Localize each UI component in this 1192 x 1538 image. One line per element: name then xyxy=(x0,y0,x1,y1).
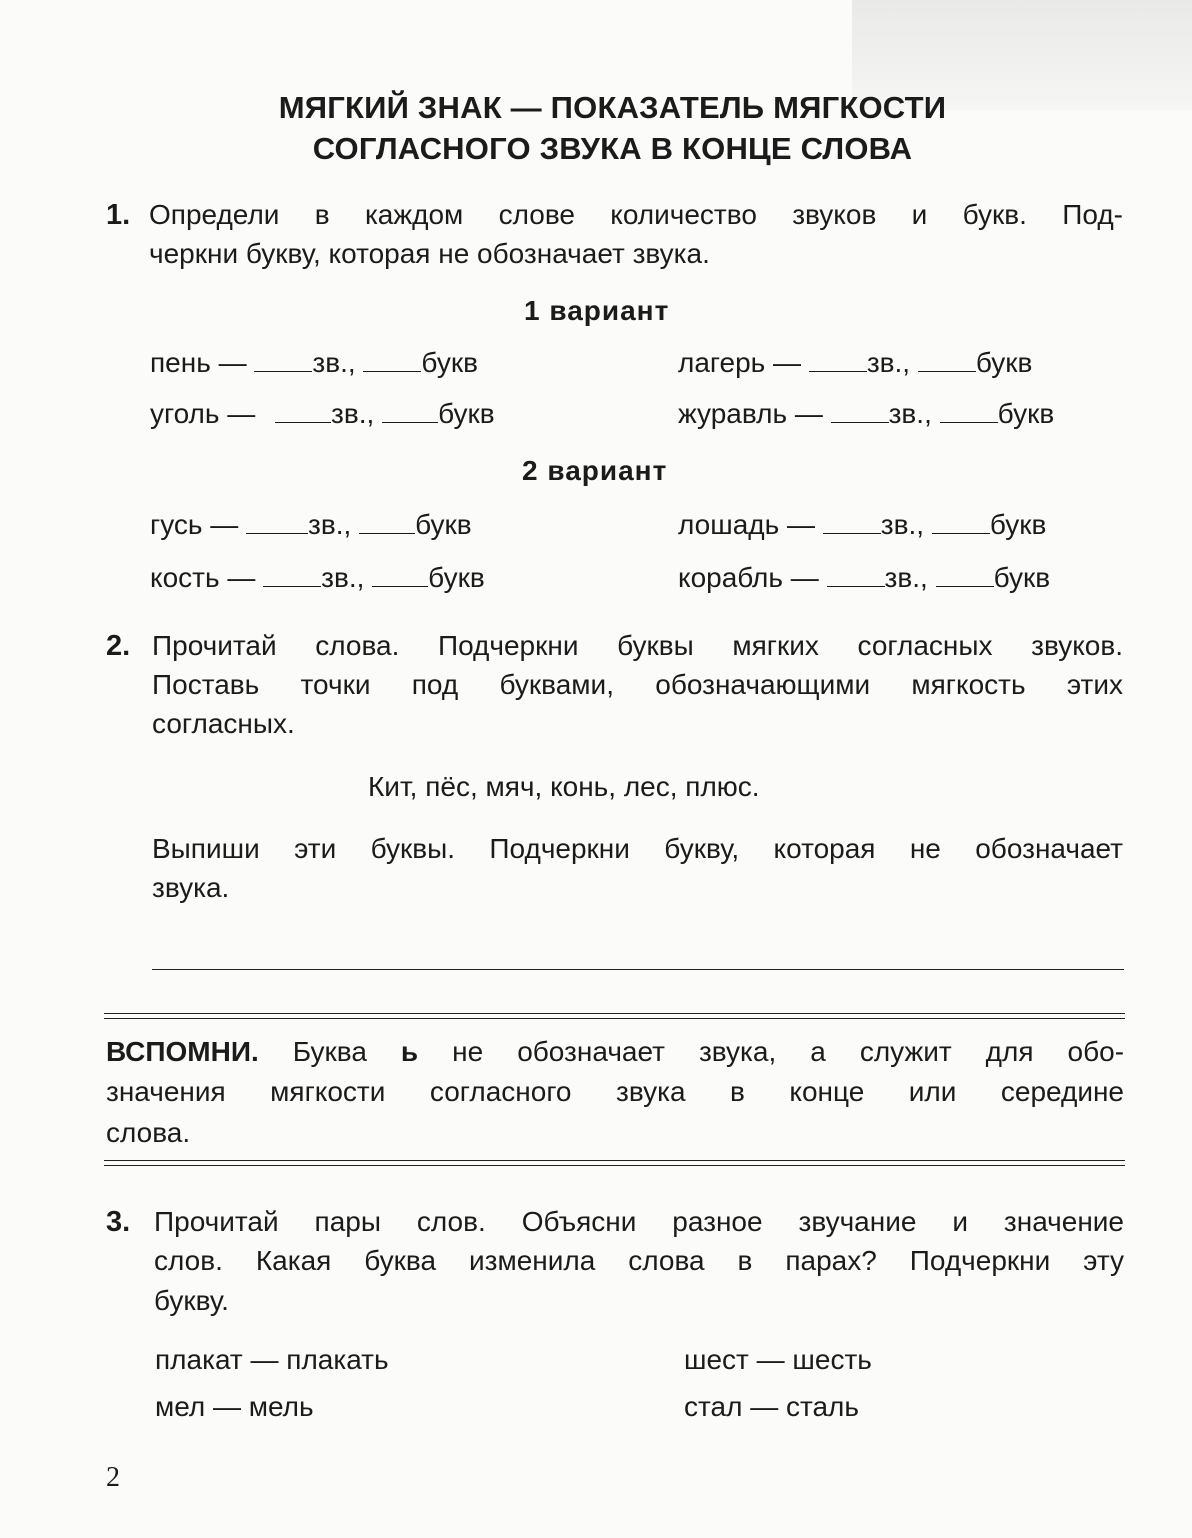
task1-text-line-1: Определи в каждом слове количество звуков и букв. Под- xyxy=(149,199,1123,230)
remember-bottom-rule-2 xyxy=(104,1165,1125,1166)
page-number: 2 xyxy=(106,1462,120,1493)
letters-unit: букв xyxy=(428,562,485,593)
exercise-row xyxy=(678,562,1050,594)
remember-top-rule-2 xyxy=(104,1018,1125,1019)
remember-line-2: значения мягкости согласного звука в конце или середине xyxy=(106,1076,1124,1107)
word: пень — xyxy=(150,347,247,378)
task2-text-line-2: Поставь точки под буквами, обозначающими мягкость этих xyxy=(152,669,1123,700)
letters-blank[interactable] xyxy=(363,349,421,372)
task3-number: 3. xyxy=(106,1206,131,1238)
word-pair: стал — сталь xyxy=(684,1391,859,1422)
title-line-1: МЯГКИЙ ЗНАК — ПОКАЗАТЕЛЬ МЯГКОСТИ xyxy=(278,90,947,125)
word: лагерь — xyxy=(678,347,802,378)
word-pair: мел — мель xyxy=(155,1391,314,1422)
task3-text-line-1: Прочитай пары слов. Объясни разное звучание и значение xyxy=(154,1206,1124,1237)
word: уголь — xyxy=(150,398,256,429)
answer-line[interactable] xyxy=(152,969,1124,970)
sounds-unit: зв., xyxy=(884,562,928,593)
sounds-unit: зв., xyxy=(331,398,375,429)
sounds-blank[interactable] xyxy=(809,349,867,372)
letters-unit: букв xyxy=(415,509,472,540)
sounds-blank[interactable] xyxy=(275,400,331,423)
sounds-unit: зв., xyxy=(312,347,356,378)
sounds-blank[interactable] xyxy=(823,511,881,534)
word-pair: шест — шесть xyxy=(684,1344,872,1375)
sounds-blank[interactable] xyxy=(263,564,321,587)
sounds-blank[interactable] xyxy=(831,400,889,423)
remember-text-a: Буква xyxy=(292,1036,367,1067)
letters-blank[interactable] xyxy=(372,564,428,587)
letters-unit: букв xyxy=(438,398,495,429)
task2-instruction-line-1: Выпиши эти буквы. Подчеркни букву, которая не обозначает xyxy=(152,833,1123,864)
sounds-blank[interactable] xyxy=(254,349,312,372)
sounds-blank[interactable] xyxy=(827,564,885,587)
task2-text-line-3: согласных. xyxy=(152,708,295,739)
word: журавль — xyxy=(678,398,823,429)
sounds-unit: зв., xyxy=(880,509,925,540)
letters-unit: букв xyxy=(993,562,1051,593)
task2-instruction-line-2: звука. xyxy=(152,872,230,903)
letters-unit: букв xyxy=(989,509,1047,540)
task1-number: 1. xyxy=(106,199,131,231)
word: гусь — xyxy=(150,509,239,540)
exercise-row xyxy=(150,562,485,594)
remember-label: ВСПОМНИ. xyxy=(106,1036,259,1067)
task2-number: 2. xyxy=(106,630,131,662)
exercise-row xyxy=(678,509,1046,541)
exercise-row xyxy=(678,398,1054,430)
sounds-unit: зв., xyxy=(321,562,365,593)
task3-text-line-2: слов. Какая буква изменила слова в парах? Подчеркни эту xyxy=(154,1245,1124,1276)
remember-text-b: не обозначает звука, а служит для обо- xyxy=(452,1036,1125,1067)
letters-unit: букв xyxy=(421,347,478,378)
word: лошадь — xyxy=(678,509,815,540)
task2-text-line-1: Прочитай слова. Подчеркни буквы мягких согласных звуков. xyxy=(152,630,1123,661)
task1-text-line-2: черкни букву, которая не обозначает звука. xyxy=(149,238,710,269)
letters-blank[interactable] xyxy=(932,511,990,534)
title-line-2: СОГЛАСНОГО ЗВУКА В КОНЦЕ СЛОВА xyxy=(312,131,913,166)
letters-blank[interactable] xyxy=(382,400,438,423)
exercise-row xyxy=(150,398,495,430)
variant-1-label: 1 вариант xyxy=(524,295,670,326)
letters-unit: букв xyxy=(997,398,1055,429)
task3-text-line-3: букву. xyxy=(154,1285,229,1316)
letters-blank[interactable] xyxy=(940,400,998,423)
remember-line-1 xyxy=(106,1036,1124,1068)
exercise-row xyxy=(150,347,478,379)
letters-blank[interactable] xyxy=(359,511,415,534)
sounds-unit: зв., xyxy=(308,509,352,540)
letters-blank[interactable] xyxy=(936,564,994,587)
sounds-unit: зв., xyxy=(888,398,932,429)
remember-bottom-rule xyxy=(104,1160,1125,1161)
sounds-blank[interactable] xyxy=(246,511,308,534)
sounds-unit: зв., xyxy=(866,347,911,378)
word: корабль — xyxy=(678,562,819,593)
exercise-row xyxy=(150,509,472,541)
exercise-row xyxy=(678,347,1032,379)
task2-words: Кит, пёс, мяч, конь, лес, плюс. xyxy=(368,771,760,802)
letters-unit: букв xyxy=(975,347,1033,378)
word-pair: плакат — плакать xyxy=(155,1344,389,1375)
soft-sign-letter: ь xyxy=(400,1036,419,1067)
variant-2-label: 2 вариант xyxy=(522,455,668,486)
remember-line-3: слова. xyxy=(106,1117,191,1148)
letters-blank[interactable] xyxy=(918,349,976,372)
remember-top-rule xyxy=(104,1013,1125,1014)
word: кость — xyxy=(150,562,256,593)
